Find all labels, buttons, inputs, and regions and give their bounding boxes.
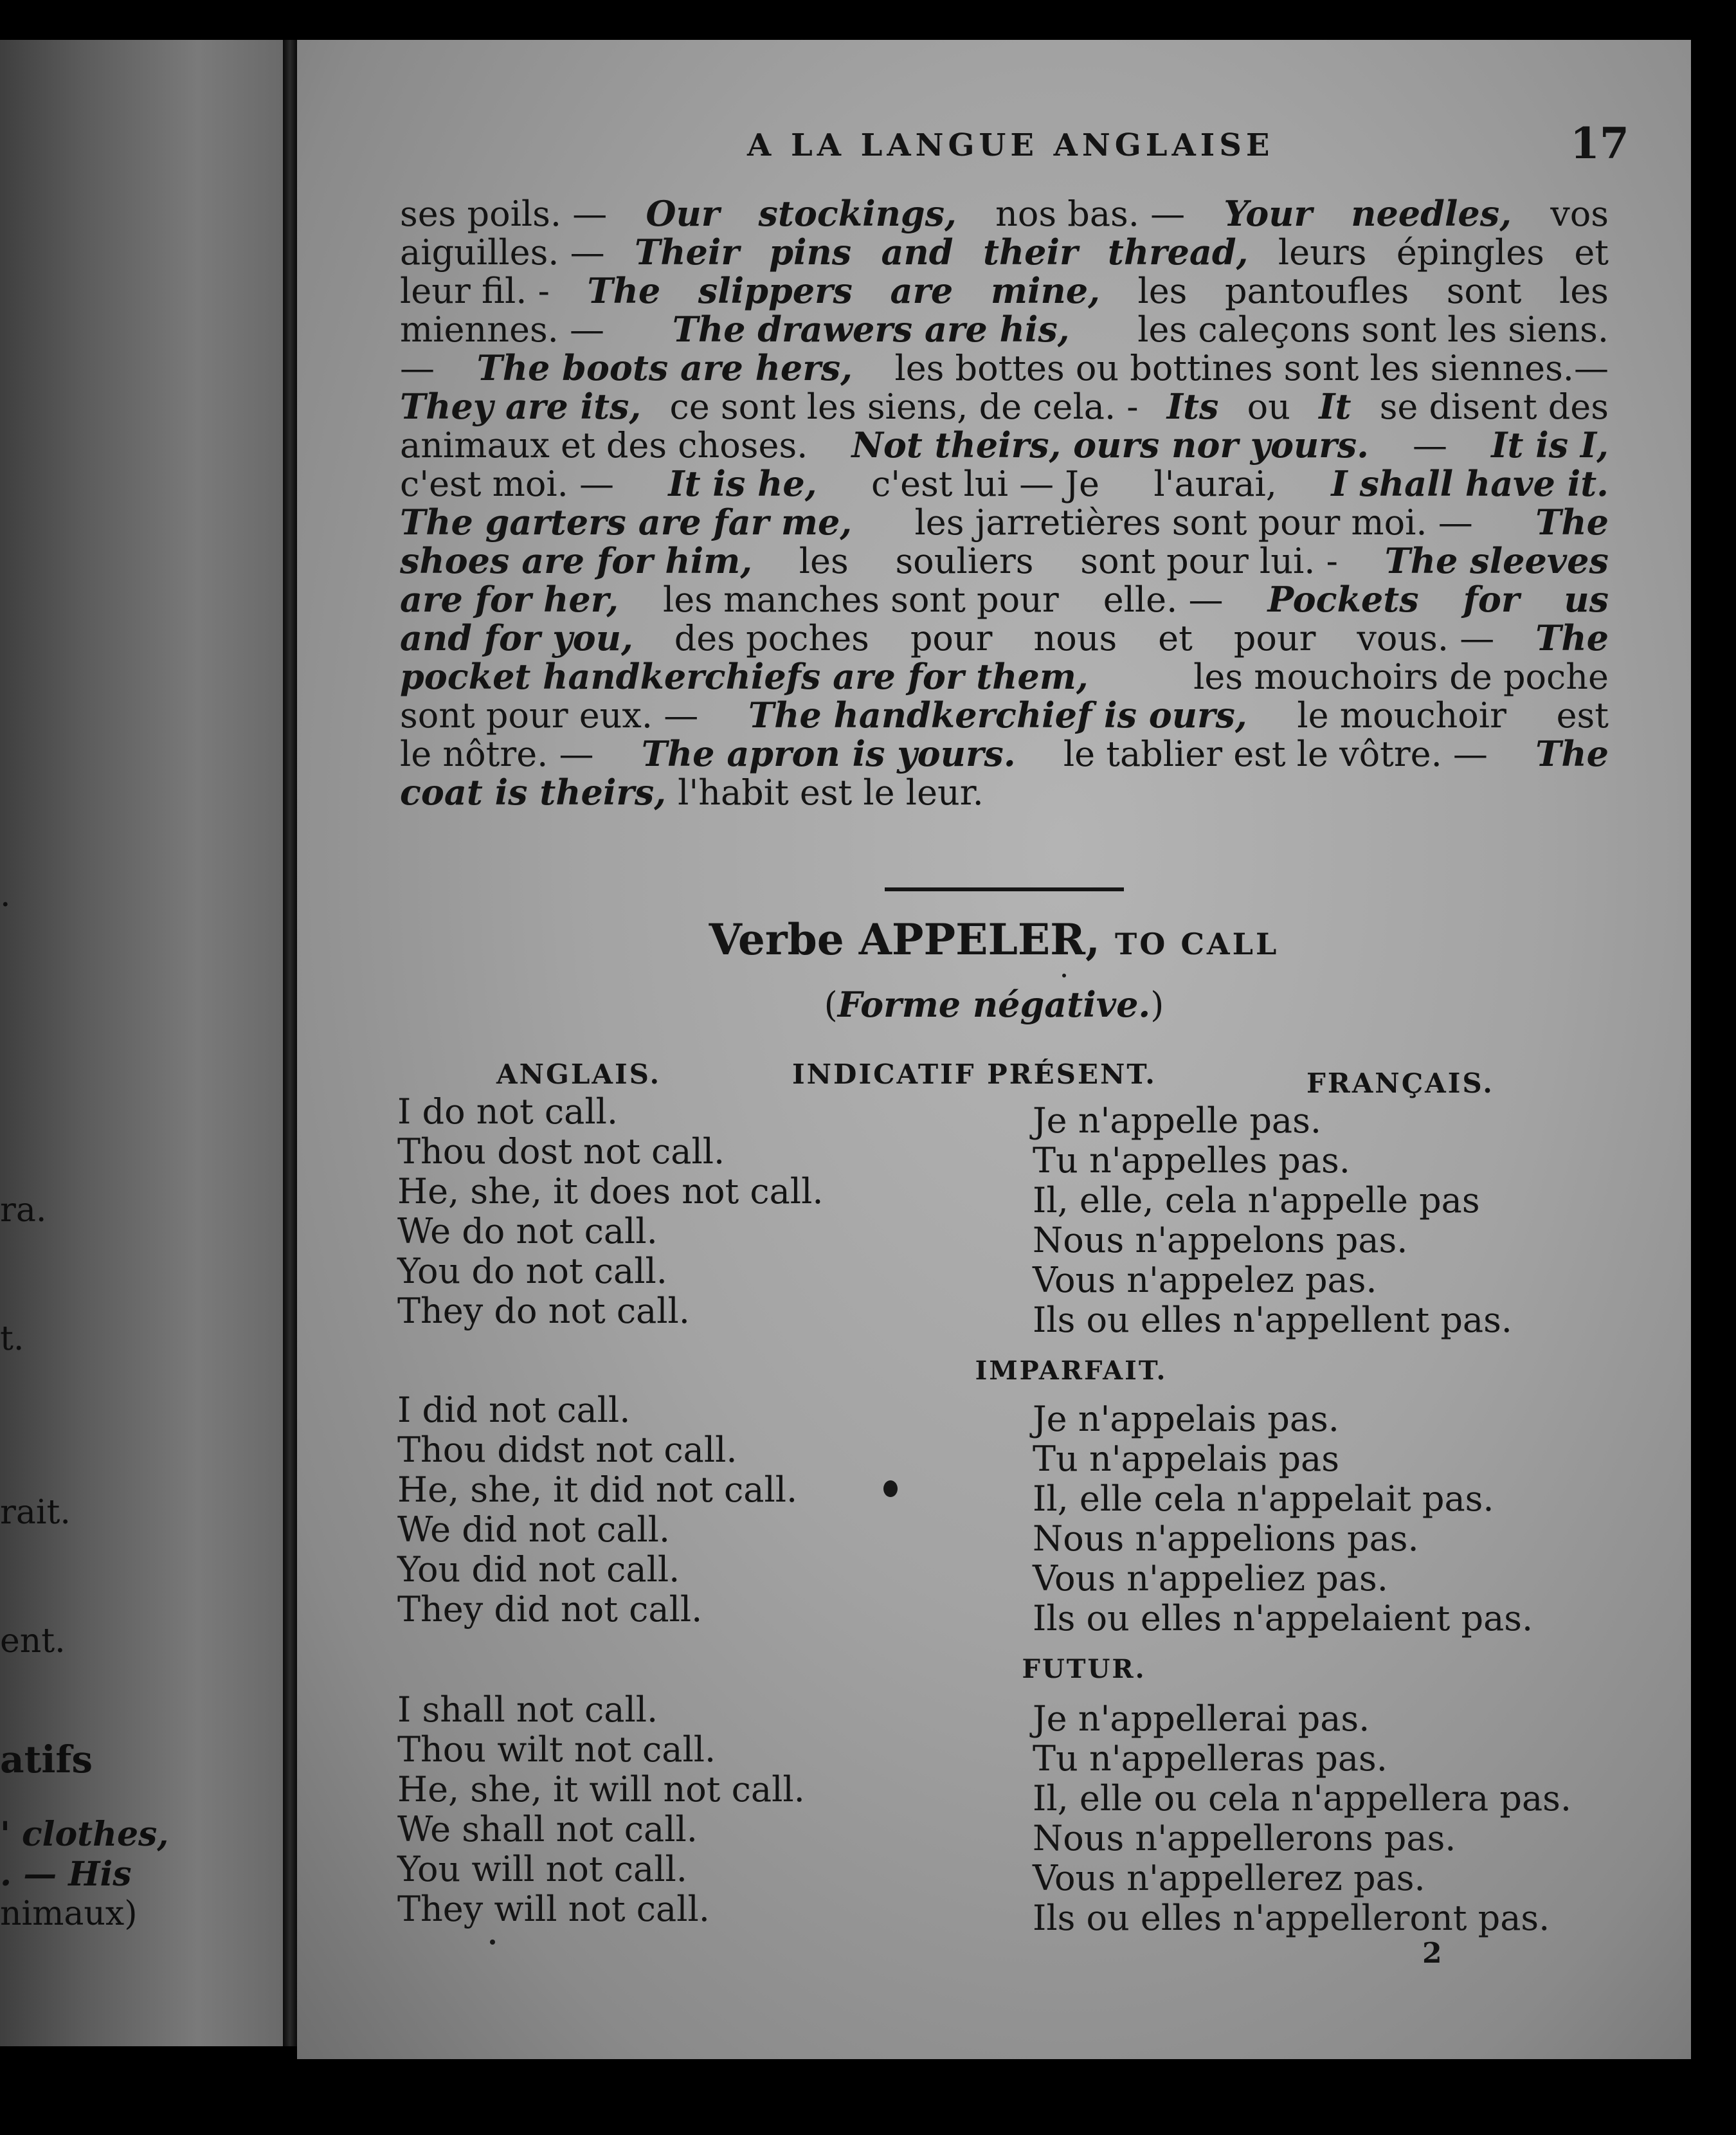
english-phrase: The: [1535, 733, 1609, 774]
paragraph-line: [400, 619, 1609, 657]
french-text: —: [1413, 425, 1448, 466]
french-text: des poches: [674, 618, 869, 659]
conjugation-row: [297, 1211, 1691, 1260]
french-form: Vous n'appellerez pas.: [1033, 1858, 1425, 1898]
english-form: We did not call.: [397, 1509, 671, 1550]
form-label-open: (: [824, 985, 838, 1025]
english-form: He, she, it will not call.: [397, 1769, 805, 1810]
english-phrase: It is he,: [668, 463, 817, 504]
column-header-tense: INDICATIF PRÉSENT.: [792, 1058, 1157, 1090]
english-phrase: The handkerchief is ours,: [748, 695, 1247, 736]
french-form: Nous n'appelions pas.: [1033, 1518, 1419, 1559]
facing-page-fragment: .: [0, 876, 11, 914]
english-phrase: are for her,: [400, 579, 619, 620]
english-phrase: The: [1535, 502, 1609, 543]
conjugation-row: [297, 1171, 1691, 1221]
french-text: c'est lui — Je: [871, 464, 1099, 504]
conjugation-row: [297, 1549, 1691, 1599]
english-phrase: The: [587, 270, 661, 311]
paragraph-line: [400, 349, 1609, 387]
english-form: Thou wilt not call.: [397, 1729, 716, 1770]
french-text: se disent des: [1379, 386, 1609, 427]
french-form: Il, elle ou cela n'appellera pas.: [1033, 1778, 1572, 1819]
paragraph-line: [400, 233, 1609, 271]
tense-present: [297, 1091, 1691, 1340]
french-text: et: [1574, 232, 1609, 273]
french-text: sont: [1446, 271, 1522, 311]
french-form: Il, elle cela n'appelait pas.: [1033, 1478, 1494, 1519]
conjugation-row: [297, 1809, 1691, 1858]
english-phrase: I shall have it.: [1331, 463, 1609, 504]
french-text: ses poils. —: [400, 194, 608, 234]
conjugation-row: [297, 1849, 1691, 1898]
french-text: ce sont les siens, de cela. -: [669, 386, 1139, 427]
french-text: sont pour lui. -: [1080, 541, 1338, 581]
conjugation-row: [297, 1469, 1691, 1519]
english-phrase: are: [890, 270, 954, 311]
french-text: elle. —: [1103, 579, 1224, 620]
french-text: vos: [1550, 194, 1609, 234]
french-text: —: [400, 348, 435, 388]
english-phrase: their: [982, 232, 1078, 273]
french-form: Ils ou elles n'appelaient pas.: [1033, 1598, 1533, 1639]
french-text: miennes. —: [400, 309, 604, 350]
paragraph-line: [400, 503, 1609, 541]
english-form: I shall not call.: [397, 1689, 658, 1730]
paragraph-line: [400, 657, 1609, 696]
english-form: Thou didst not call.: [397, 1430, 737, 1470]
form-label: [297, 984, 1691, 1025]
french-text: épingles: [1396, 232, 1544, 273]
french-form: Je n'appelle pas.: [1033, 1100, 1321, 1141]
english-phrase: The garters are far me,: [400, 502, 853, 543]
conjugation-row: [297, 1889, 1691, 1938]
english-phrase: needles,: [1351, 193, 1512, 234]
conjugation-row: [297, 1251, 1691, 1300]
conjugation-row: [297, 1430, 1691, 1479]
french-text: les manches sont pour: [663, 579, 1059, 620]
english-phrase: Our: [646, 193, 720, 234]
english-phrase: Their: [635, 232, 739, 273]
facing-page-fragment: rait.: [0, 1493, 71, 1532]
conjugation-row: [297, 1689, 1691, 1739]
french-text: le tablier est le vôtre. —: [1063, 734, 1488, 774]
facing-page-fragment: ' clothes,: [0, 1815, 169, 1854]
paragraph-line: [400, 734, 1609, 773]
english-phrase: shoes are for him,: [400, 540, 753, 581]
section-title: [297, 914, 1691, 965]
french-text: c'est moi. —: [400, 464, 614, 504]
english-phrase: It is I,: [1491, 424, 1609, 466]
conjugation-row: [297, 1390, 1691, 1439]
facing-page-fragment: t.: [0, 1320, 24, 1358]
facing-page-fragment: . — His: [0, 1855, 132, 1894]
english-phrase: coat is theirs,: [400, 772, 667, 813]
french-form: Tu n'appelles pas.: [1033, 1140, 1350, 1181]
form-label-text: Forme négative.: [837, 984, 1151, 1025]
section-title-small: TO CALL: [1115, 927, 1279, 961]
french-text: le nôtre. —: [400, 734, 594, 774]
french-text: nous: [1033, 618, 1117, 659]
french-text: est: [1556, 695, 1609, 736]
english-phrase: stockings,: [758, 193, 957, 234]
paragraph-line: [400, 271, 1609, 310]
signature-mark: 2: [1422, 1937, 1442, 1970]
english-phrase: and: [881, 232, 954, 273]
english-phrase: slippers: [698, 270, 853, 311]
english-phrase: for: [1463, 579, 1520, 620]
facing-page: [0, 40, 283, 2046]
column-header-francais: FRANÇAIS.: [1307, 1068, 1494, 1099]
ink-speck: [1062, 974, 1066, 977]
tense-imparfait: [297, 1390, 1691, 1639]
book-page: [297, 40, 1691, 2059]
form-label-close: ): [1150, 985, 1164, 1025]
english-form: I did not call.: [397, 1390, 631, 1430]
english-form: Thou dost not call.: [397, 1131, 725, 1172]
paragraph-line: [400, 194, 1609, 233]
english-phrase: and for you,: [400, 617, 633, 659]
french-text: les jarretières sont pour moi. —: [914, 502, 1473, 543]
book-gutter: [283, 40, 297, 2046]
paragraph: [400, 194, 1609, 812]
running-title: A LA LANGUE ANGLAISE: [747, 127, 1274, 163]
english-phrase: They are its,: [400, 386, 642, 427]
english-phrase: The: [1535, 617, 1609, 659]
french-text: leur fil. -: [400, 271, 550, 311]
french-text: et: [1158, 618, 1193, 659]
conjugation-row: [297, 1091, 1691, 1141]
french-text: souliers: [895, 541, 1034, 581]
page-number: 17: [1570, 118, 1629, 168]
french-text: aiguilles. —: [400, 232, 605, 273]
french-text: l'habit est le leur.: [678, 772, 984, 813]
english-phrase: The apron is yours.: [641, 733, 1016, 774]
french-text: leurs: [1278, 232, 1367, 273]
english-phrase: pocket handkerchiefs are for them,: [400, 656, 1089, 697]
divider-rule: [885, 887, 1124, 891]
english-phrase: The sleeves: [1384, 540, 1609, 581]
english-form: You will not call.: [397, 1849, 687, 1889]
paragraph-line: [400, 773, 1609, 812]
tense-label-futur: FUTUR.: [1022, 1654, 1146, 1684]
english-phrase: Not theirs, ours nor yours.: [851, 424, 1369, 466]
french-text: ou: [1247, 386, 1290, 427]
english-form: He, she, it does not call.: [397, 1171, 824, 1212]
conjugation-row: [297, 1291, 1691, 1340]
facing-page-fragment: atifs: [0, 1738, 93, 1781]
english-phrase: Its: [1166, 386, 1219, 427]
english-phrase: us: [1564, 579, 1609, 620]
french-text: nos bas. —: [995, 194, 1186, 234]
french-text: les mouchoirs de poche: [1193, 657, 1609, 697]
english-phrase: The boots are hers,: [476, 347, 853, 388]
english-form: They do not call.: [397, 1291, 690, 1331]
french-text: sont pour eux. —: [400, 695, 699, 736]
french-text: les: [1137, 271, 1188, 311]
english-phrase: Your: [1224, 193, 1312, 234]
english-form: You do not call.: [397, 1251, 667, 1291]
french-text: les: [1559, 271, 1609, 311]
ink-speck: [883, 1480, 898, 1497]
french-form: Ils ou elles n'appelleront pas.: [1033, 1898, 1550, 1938]
section-title-main: Verbe APPELER,: [709, 914, 1101, 965]
french-form: Nous n'appellerons pas.: [1033, 1818, 1456, 1858]
french-form: Ils ou elles n'appellent pas.: [1033, 1300, 1512, 1340]
french-text: les bottes ou bottines sont les siennes.—: [894, 348, 1609, 388]
paragraph-line: [400, 426, 1609, 464]
english-form: You did not call.: [397, 1549, 680, 1590]
french-text: animaux et des choses.: [400, 425, 808, 466]
facing-page-fragment: nimaux): [0, 1894, 138, 1933]
english-form: We do not call.: [397, 1211, 658, 1251]
english-form: We shall not call.: [397, 1809, 698, 1849]
running-head: [297, 118, 1691, 179]
paragraph-line: [400, 310, 1609, 349]
english-form: They will not call.: [397, 1889, 710, 1929]
french-text: les: [799, 541, 849, 581]
french-text: l'aurai,: [1153, 464, 1277, 504]
column-header-anglais: ANGLAIS.: [496, 1058, 662, 1090]
english-phrase: It: [1319, 386, 1352, 427]
conjugation-row: [297, 1589, 1691, 1639]
english-phrase: thread,: [1107, 232, 1249, 273]
conjugation-row: [297, 1769, 1691, 1819]
english-phrase: mine,: [990, 270, 1100, 311]
paragraph-line: [400, 580, 1609, 619]
french-text: les caleçons sont les siens.: [1137, 309, 1609, 350]
english-phrase: Pockets: [1267, 579, 1419, 620]
english-form: They did not call.: [397, 1589, 703, 1630]
tense-label-imparfait: IMPARFAIT.: [975, 1356, 1168, 1386]
english-form: He, she, it did not call.: [397, 1469, 798, 1510]
english-phrase: The drawers are his,: [672, 309, 1070, 350]
ink-speck: [490, 1940, 495, 1945]
french-text: pour: [910, 618, 993, 659]
facing-page-fragment: ent.: [0, 1622, 66, 1660]
paragraph-line: [400, 387, 1609, 426]
english-form: I do not call.: [397, 1091, 619, 1132]
conjugation-row: [297, 1509, 1691, 1559]
conjugation-row: [297, 1729, 1691, 1779]
french-text: pantoufles: [1224, 271, 1409, 311]
french-form: Je n'appellerai pas.: [1033, 1698, 1370, 1739]
french-form: Il, elle, cela n'appelle pas: [1033, 1180, 1480, 1221]
paragraph-line: [400, 541, 1609, 580]
paragraph-line: [400, 696, 1609, 734]
facing-page-fragment: ra.: [0, 1191, 47, 1230]
french-form: Vous n'appelez pas.: [1033, 1260, 1377, 1300]
french-form: Je n'appelais pas.: [1033, 1399, 1339, 1439]
conjugation-row: [297, 1131, 1691, 1181]
french-text: vous. —: [1357, 618, 1495, 659]
french-form: Tu n'appelleras pas.: [1033, 1738, 1388, 1779]
french-form: Vous n'appeliez pas.: [1033, 1558, 1388, 1599]
french-form: Tu n'appelais pas: [1033, 1439, 1339, 1479]
french-form: Nous n'appelons pas.: [1033, 1220, 1408, 1260]
paragraph-line: [400, 464, 1609, 503]
french-text: pour: [1233, 618, 1316, 659]
french-text: le mouchoir: [1297, 695, 1506, 736]
english-phrase: pins: [769, 232, 852, 273]
tense-futur: [297, 1689, 1691, 1938]
